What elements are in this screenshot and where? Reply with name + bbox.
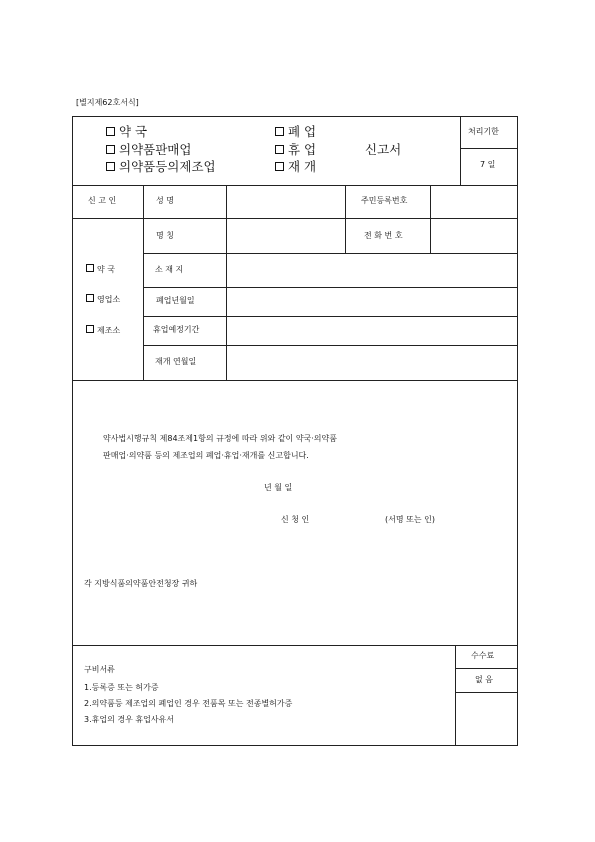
closure-date-label: 폐업년월일 — [156, 296, 195, 305]
address-label: 소 재 지 — [155, 265, 184, 274]
outer-border-left — [72, 116, 73, 746]
form-title: 신고서 — [365, 142, 402, 157]
footer-divider — [72, 645, 518, 646]
col-line-value — [226, 185, 227, 380]
date-line: 년 월 일 — [264, 483, 293, 492]
processing-period-label: 처리기한 — [468, 127, 499, 136]
name-label: 성 명 — [156, 196, 174, 205]
outer-border-right — [517, 116, 518, 746]
row-line-suspension — [143, 345, 518, 346]
firm-name-field[interactable] — [228, 220, 344, 252]
checkbox-square-icon — [106, 127, 115, 136]
checkbox-square-icon — [275, 162, 284, 171]
checkbox-label: 재 개 — [288, 159, 317, 174]
row-line-closure — [143, 316, 518, 317]
document-item: 2.의약품등 제조업의 폐업인 경우 전품목 또는 전종별허가증 — [84, 699, 293, 708]
applicant-signature-field[interactable] — [322, 512, 378, 528]
document-item: 1.등록증 또는 허가증 — [84, 683, 159, 692]
checkbox-square-icon — [275, 145, 284, 154]
checkbox-label: 휴 업 — [288, 142, 317, 157]
checkbox-square-icon — [86, 325, 94, 333]
checkbox-square-icon — [86, 294, 94, 302]
name-field[interactable] — [228, 187, 344, 217]
fee-value: 없 음 — [475, 675, 493, 684]
checkbox-closure[interactable] — [275, 126, 316, 139]
resumption-date-field[interactable] — [228, 347, 516, 379]
resident-number-label: 주민등록번호 — [361, 196, 408, 205]
resumption-date-label: 재개 연월일 — [155, 357, 197, 366]
suspension-period-field[interactable] — [228, 318, 516, 344]
outer-border-bottom — [72, 745, 518, 746]
applicant-side-label: 신 고 인 — [88, 196, 117, 205]
checkbox-drug-manufacturing[interactable] — [106, 161, 216, 174]
addressee: 각 지방식품의약품안전청장 귀하 — [84, 579, 198, 588]
statement-line-1: 약사법시행규칙 제84조제1항의 규정에 따라 위와 같이 약국·의약품 — [103, 434, 337, 443]
checkbox-suspension[interactable] — [275, 144, 316, 157]
fee-row-divider-2 — [455, 692, 518, 693]
fee-label: 수수료 — [471, 651, 495, 660]
col-line-right-value — [430, 185, 431, 253]
documents-title: 구비서류 — [84, 665, 115, 674]
checkbox-square-icon — [275, 127, 284, 136]
applicant-label: 신 청 인 — [281, 515, 310, 524]
checkbox-label: 의약품판매업 — [119, 142, 192, 157]
statement-line-2: 판매업·의약품 등의 제조업의 폐업·휴업·재개를 신고합니다. — [103, 451, 309, 460]
address-field[interactable] — [228, 255, 516, 286]
row-line-end — [72, 380, 518, 381]
checkbox-label: 폐 업 — [288, 124, 317, 139]
row-line-firm — [143, 253, 518, 254]
phone-field[interactable] — [432, 220, 516, 252]
document-item: 3.휴업의 경우 휴업사유서 — [84, 715, 174, 724]
form-number: [별지제62호서식] — [76, 98, 139, 107]
fee-column-divider — [455, 645, 456, 746]
processing-row-divider — [460, 148, 518, 149]
business-type-label: 제조소 — [97, 326, 121, 335]
checkbox-square-icon — [106, 162, 115, 171]
col-line-label — [143, 185, 144, 380]
signature-note: (서명 또는 인) — [385, 515, 435, 524]
business-type-pharmacy[interactable] — [86, 264, 115, 274]
checkbox-square-icon — [86, 264, 94, 272]
outer-border-top — [72, 116, 518, 117]
checkbox-square-icon — [106, 145, 115, 154]
business-type-label: 영업소 — [97, 295, 121, 304]
checkbox-label: 약 국 — [119, 124, 148, 139]
business-type-factory[interactable] — [86, 325, 120, 335]
header-divider — [72, 185, 518, 186]
resident-number-field[interactable] — [432, 187, 516, 217]
suspension-period-label: 휴업예정기간 — [153, 325, 200, 334]
checkbox-pharmacy[interactable] — [106, 126, 147, 139]
fee-row-divider — [455, 668, 518, 669]
checkbox-resumption[interactable] — [275, 161, 316, 174]
col-line-right-label — [345, 185, 346, 253]
phone-label: 전 화 번 호 — [364, 231, 403, 240]
closure-date-field[interactable] — [228, 289, 516, 315]
processing-column-divider — [460, 116, 461, 186]
row-line-address — [143, 287, 518, 288]
row-line-applicant — [72, 218, 518, 219]
firm-name-label: 명 칭 — [156, 231, 174, 240]
business-type-label: 약 국 — [97, 265, 115, 274]
business-type-sales-office[interactable] — [86, 294, 120, 304]
checkbox-label: 의약품등의제조업 — [119, 159, 216, 174]
checkbox-drug-sales[interactable] — [106, 144, 191, 157]
processing-period-value: 7 일 — [480, 160, 496, 169]
